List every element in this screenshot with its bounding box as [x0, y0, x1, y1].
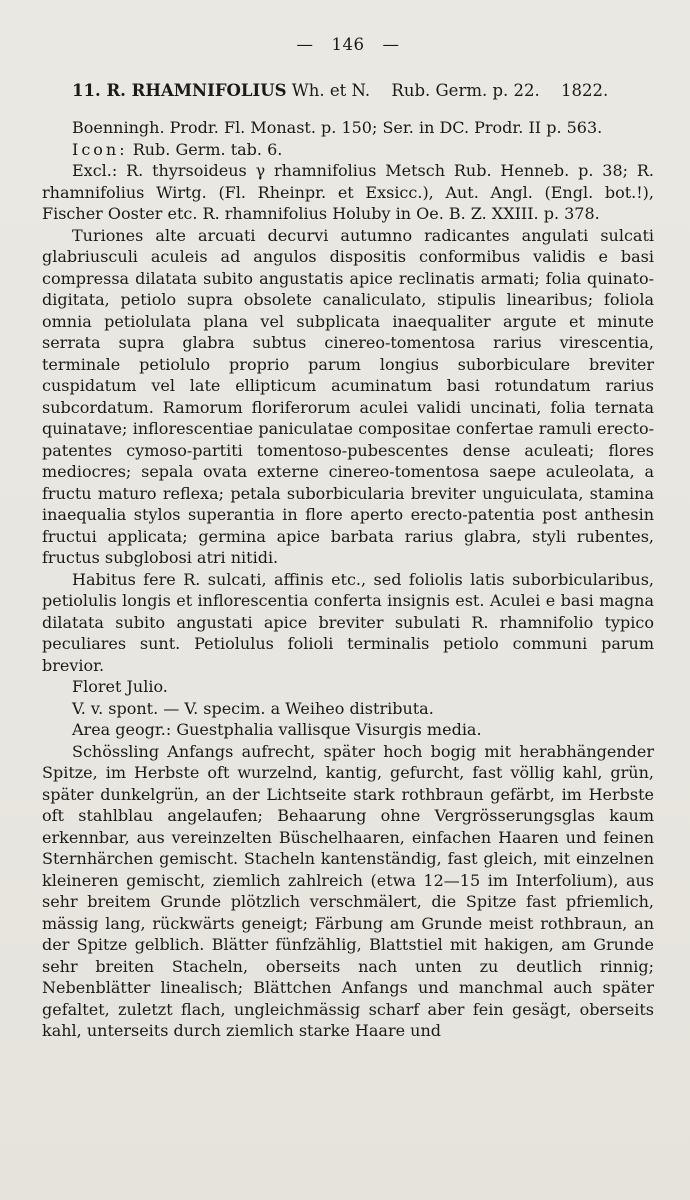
icon-label: Icon:	[72, 139, 128, 159]
species-heading	[42, 80, 654, 102]
paragraph-exclusions	[42, 160, 654, 225]
habitus-text: Habitus fere R. sulcati, affinis etc., sed foliolis latis suborbicularibus, petiolulis longis et inflorescentia conferta insignis est. Aculei e basi magna dilatata subito angustati apice breviter subulati R. rhamnifolio typico peculiares sunt. Petiolulus folioli terminalis petiolo communi parum brevior.	[42, 569, 654, 675]
species-year: 1822.	[561, 80, 609, 100]
specimens-text: V. v. spont. — V. specim. a Weiheo distributa.	[72, 698, 434, 718]
german-description-text: Schössling Anfangs aufrecht, später hoch bogig mit herabhängender Spitze, im Herbste oft wurzelnd, kantig, gefurcht, fast völlig kahl, grün, später dunkelgrün, an der Lichtseite stark rothbraun gefärbt, im Herbste oft stahlblau angelaufen; Behaarung ohne Vergrösserungsglas kaum erkennbar, aus vereinzelten Büschelhaaren, einfachen Haaren und feinen Sternhärchen gemischt. Stacheln kantenständig, fast gleich, mit einzelnen kleineren gemischt, ziemlich zahlreich (etwa 12—15 im Interfolium), aus sehr breitem Grunde plötzlich verschmälert, die Spitze fast pfriemlich, mässig lang, rückwärts geneigt; Färbung am Grunde meist rothbraun, an der Spitze gelblich. Blätter fünfzählig, Blattstiel mit hakigen, am Grunde sehr breiten Stacheln, oberseits nach unten zu deutlich rinnig; Nebenblätter linealisch; Blättchen Anfangs und manchmal auch später gefaltet, zuletzt flach, ungleichmässig scharf aber fein gesägt, oberseits kahl, unterseits durch ziemlich starke Haare und	[42, 741, 654, 1040]
area-text: Guestphalia vallisque Visurgis media.	[171, 720, 482, 739]
excl-label: Excl.:	[72, 161, 118, 180]
floret-text: Floret Julio.	[72, 677, 168, 696]
paragraph-icon-reference	[42, 139, 654, 161]
header-dash-left: —	[296, 35, 314, 54]
icon-text: Rub. Germ. tab. 6.	[127, 139, 283, 159]
species-reference: Rub. Germ. p. 22.	[391, 80, 540, 100]
paragraph-specimens	[42, 698, 654, 720]
page-number: 146	[331, 35, 365, 54]
paragraph-german-description	[42, 741, 654, 1042]
page-number-header	[42, 34, 654, 56]
species-number-and-name: 11. R. RHAMNIFOLIUS	[72, 80, 287, 100]
citation-text: Boenningh. Prodr. Fl. Monast. p. 150; Ser. in DC. Prodr. II p. 563.	[72, 118, 603, 137]
area-label: Area geogr.:	[72, 720, 172, 739]
paragraph-citation	[42, 117, 654, 139]
species-authority: Wh. et N.	[291, 80, 371, 100]
header-dash-right: —	[382, 35, 400, 54]
latin-description-text: Turiones alte arcuati decurvi autumno radicantes angulati sulcati glabriusculi aculeis ad angulos dispositis conformibus validis e basi compressa dilatata subito angustatis apice reclinatis armati; folia quinato-digitata, petiolo supra obsolete canaliculato, stipulis linearibus; foliola omnia petiolulata plana vel subplicata inaequaliter argute et minute serrata supra glabra subtus cinereo-tomentosa rarius virescentia, terminale petiolulo proprio parum longius suborbiculare breviter cuspidatum vel late ellipticum acuminatum basi rotundatum rarius subcordatum. Ramorum floriferorum aculei validi uncinati, folia ternata quinatave; inflorescentiae paniculatae compositae confertae ramuli erecto-patentes cymoso-partiti tomentoso-pubescentes dense aculeati; flores mediocres; sepala ovata externe cinereo-tomentosa saepe aculeolata, a fructu maturo reflexa; petala suborbicularia breviter unguiculata, stamina inaequalia stylos superantia in flore aperto erecto-patentia post anthesin fructui applicata; germina apice barbata rarius glabra, styli rubentes, fructus subglobosi atri nitidi.	[42, 225, 654, 567]
paragraph-habitus	[42, 569, 654, 677]
paragraph-flowering-time	[42, 676, 654, 698]
excl-text: R. thyrsoideus γ rhamnifolius Metsch Rub. Henneb. p. 38; R. rhamnifolius Wirtg. (Fl. Rheinpr. et Exsicc.), Aut. Angl. (Engl. bot.!), Fischer Ooster etc. R. rhamnifolius Holuby in Oe. B. Z. XXIII. p. 378.	[42, 161, 654, 223]
paragraph-geographic-area	[42, 719, 654, 741]
paragraph-latin-description	[42, 225, 654, 569]
